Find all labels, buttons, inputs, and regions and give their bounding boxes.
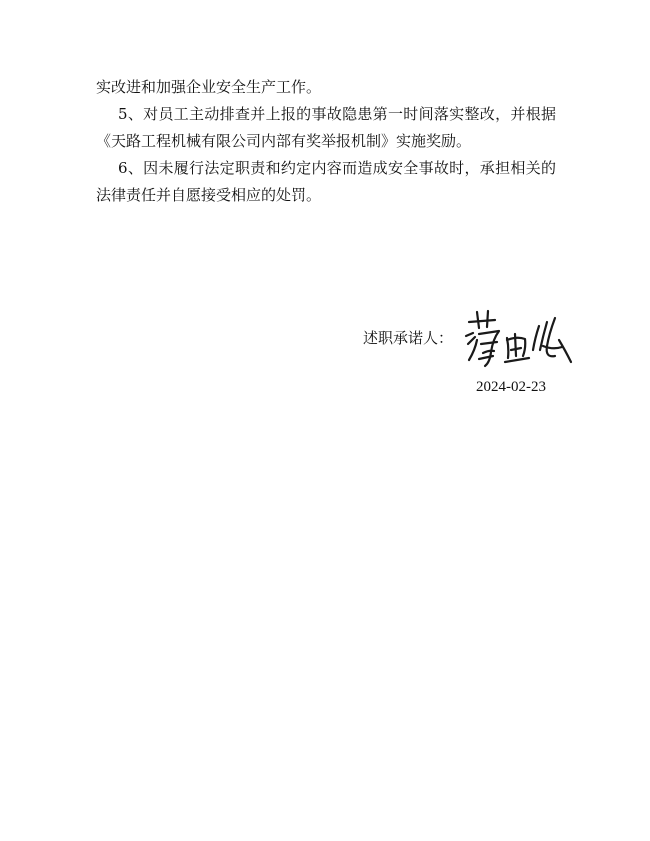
handwritten-signature (463, 306, 575, 372)
paragraph-item-5: 5、对员工主动排查并上报的事故隐患第一时间落实整改，并根据《天路工程机械有限公司内部有奖举报机制》实施奖励。 (96, 105, 556, 150)
document-body (96, 74, 556, 209)
signature-block (363, 318, 593, 368)
paragraph-continuation: 实改进和加强企业安全生产工作。 (96, 78, 322, 96)
signature-label: 述职承诺人： (363, 329, 454, 347)
signing-date: 2024-02-23 (476, 379, 546, 395)
paragraph-item-6: 6、因未履行法定职责和约定内容而造成安全事故时，承担相关的法律责任并自愿接受相应的处罚。 (96, 159, 556, 204)
